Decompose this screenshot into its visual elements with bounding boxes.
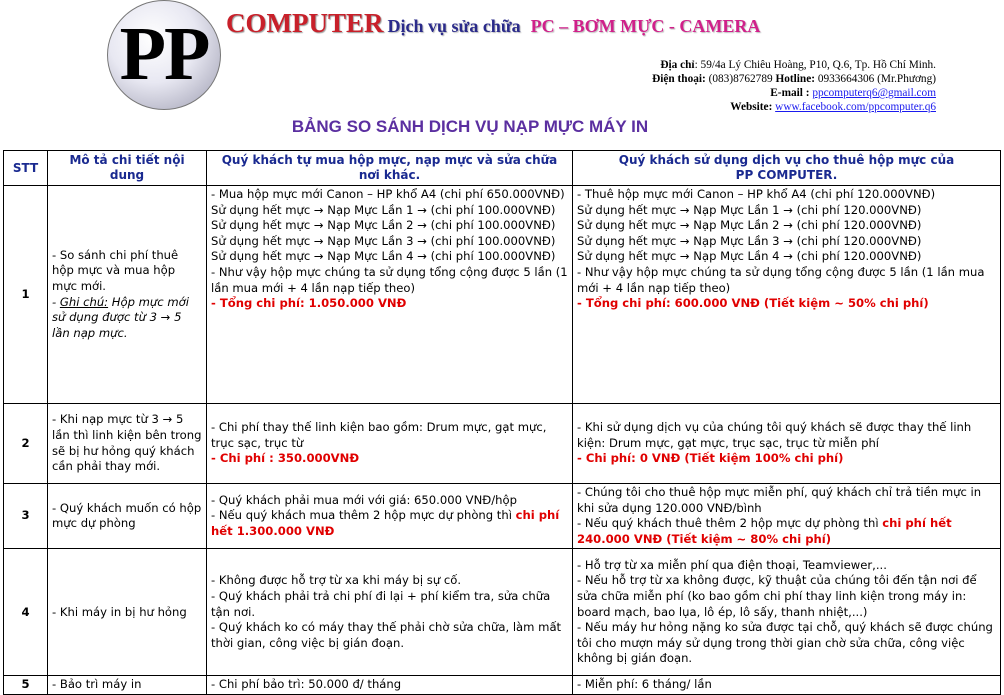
phone-label: Điện thoại: — [652, 73, 706, 85]
row-desc: - Bảo trì máy in — [48, 676, 207, 695]
row-self: - Chi phí bảo trì: 50.000 đ/ tháng — [207, 676, 573, 695]
row-rent: - Miễn phí: 6 tháng/ lần — [573, 676, 1001, 695]
brand-products: PC – BƠM MỰC - CAMERA — [530, 16, 761, 36]
self-red: chi phí hết 1.300.000 VNĐ — [211, 508, 560, 538]
rent-red: chi phí hết 240.000 VNĐ (Tiết kiệm ~ 80% chi phí) — [577, 516, 952, 546]
email-label: E-mail : — [770, 87, 810, 99]
self-text: - Chi phí thay thế linh kiện bao gồm: Drum mực, gạt mực, trục sạc, trục từ — [211, 420, 547, 450]
row-stt: 4 — [4, 549, 48, 676]
row-self — [207, 186, 573, 404]
row-stt: 5 — [4, 676, 48, 695]
row-rent — [573, 549, 1001, 676]
address-line — [652, 58, 936, 72]
table-row — [4, 186, 1001, 404]
phone-value: (083)8762789 — [708, 73, 773, 85]
self-line: Sử dụng hết mực → Nạp Mực Lần 1 → (chi phí 100.000VNĐ) — [211, 202, 556, 217]
address-label: Địa chỉ — [660, 59, 695, 71]
website-link[interactable]: www.facebook.com/ppcomputer.q6 — [775, 101, 936, 113]
header-self: Quý khách tự mua hộp mực, nạp mực và sửa chữa nơi khác. — [207, 151, 573, 186]
rent-text: - Nếu quý khách thuê thêm 2 hộp mực dự phòng thì chi phí hết 240.000 VNĐ (Tiết kiệm ~ 80% chi phí) — [577, 516, 952, 546]
header-rent — [573, 151, 1001, 186]
row-self — [207, 549, 573, 676]
note-text: Hộp mực mới sử dụng được từ 3 → 5 lần nạp mực. — [52, 294, 189, 340]
row-rent — [573, 484, 1001, 549]
header-row — [4, 151, 1001, 186]
table-row — [4, 404, 1001, 484]
self-line: Sử dụng hết mực → Nạp Mực Lần 2 → (chi phí 100.000VNĐ) — [211, 218, 556, 233]
row-desc — [48, 186, 207, 404]
header-rent-line1: Quý khách sử dụng dịch vụ cho thuê hộp mực của — [618, 153, 955, 167]
rent-line: - Nếu máy hư hỏng nặng ko sửa được tại chỗ, quý khách sẽ được chúng tôi cho mượn máy sử dụng trong thời gian chờ sửa chữa, công việc không bị gián đoạn. — [577, 620, 993, 666]
phone-line — [652, 72, 936, 86]
self-line: - Quý khách phải trả chi phí đi lại + phí kiểm tra, sửa chữa tận nơi. — [211, 588, 551, 619]
table-row — [4, 676, 1001, 695]
row-self — [207, 484, 573, 549]
row-self — [207, 404, 573, 484]
self-text: - Quý khách phải mua mới với giá: 650.000 VNĐ/hộp — [211, 492, 517, 507]
website-line — [652, 100, 936, 114]
rent-line: - Như vậy hộp mực chúng ta sử dụng tổng cộng được 5 lần (1 lần mua mới + 4 lần nạp tiếp theo) — [577, 264, 985, 295]
brand-heading — [226, 8, 760, 39]
row-desc: - Khi nạp mực từ 3 → 5 lần thì linh kiện bên trong sẽ bị hư hỏng quý khách cần phải thay mới. — [48, 404, 207, 484]
self-total: - Tổng chi phí: 1.050.000 VNĐ — [211, 296, 407, 311]
table-row — [4, 549, 1001, 676]
self-line: Sử dụng hết mực → Nạp Mực Lần 4 → (chi phí 100.000VNĐ) — [211, 249, 556, 264]
contact-info — [652, 58, 936, 114]
row-stt: 3 — [4, 484, 48, 549]
row-note: - Ghi chú: Hộp mực mới sử dụng được từ 3 → 5 lần nạp mực. — [52, 294, 189, 340]
website-label: Website: — [730, 101, 773, 113]
hotline-value: 0933664306 (Mr.Phương) — [817, 73, 936, 85]
row-rent — [573, 404, 1001, 484]
note-label: Ghi chú: — [59, 294, 109, 309]
header-desc: Mô tả chi tiết nội dung — [48, 151, 207, 186]
page-title: BẢNG SO SÁNH DỊCH VỤ NẠP MỰC MÁY IN — [291, 117, 649, 136]
hotline-label: Hotline: — [775, 73, 815, 85]
self-line: Sử dụng hết mực → Nạp Mực Lần 3 → (chi phí 100.000VNĐ) — [211, 233, 556, 248]
rent-line: Sử dụng hết mực → Nạp Mực Lần 2 → (chi phí 120.000VNĐ) — [577, 218, 922, 233]
row-rent — [573, 186, 1001, 404]
row-stt: 2 — [4, 404, 48, 484]
self-line: - Như vậy hộp mực chúng ta sử dụng tổng cộng được 5 lần (1 lần mua mới + 4 lần nạp tiếp theo) — [211, 264, 568, 295]
header-stt: STT — [4, 151, 48, 186]
row-desc-text: - So sánh chi phí thuê hộp mực và mua hộp mực mới. — [52, 247, 179, 293]
self-text: - Nếu quý khách mua thêm 2 hộp mực dự phòng thì chi phí hết 1.300.000 VNĐ — [211, 508, 560, 538]
row-desc: - Quý khách muốn có hộp mực dự phòng — [48, 484, 207, 549]
pp-logo — [107, 0, 221, 110]
self-total: - Chi phí : 350.000VNĐ — [211, 451, 360, 466]
header-rent-line2: PP COMPUTER. — [735, 168, 838, 182]
email-line — [652, 86, 936, 100]
self-line: - Quý khách ko có máy thay thế phải chờ sửa chữa, làm mất thời gian, công việc bị gián đoạn. — [211, 620, 562, 650]
rent-total: - Tổng chi phí: 600.000 VNĐ (Tiết kiệm ~ 50% chi phí) — [577, 296, 929, 311]
rent-line: Sử dụng hết mực → Nạp Mực Lần 1 → (chi phí 120.000VNĐ) — [577, 202, 922, 217]
brand-service: Dịch vụ sửa chữa — [387, 16, 521, 36]
rent-text: - Chúng tôi cho thuê hộp mực miễn phí, quý khách chỉ trả tiền mực in khi sửa dụng 120.000 VNĐ/bình — [577, 485, 982, 515]
self-line: - Không được hỗ trợ từ xa khi máy bị sự cố. — [211, 573, 462, 588]
row-stt: 1 — [4, 186, 48, 404]
row-desc: - Khi máy in bị hư hỏng — [48, 549, 207, 676]
logo-text: PP — [119, 12, 209, 96]
rent-line: Sử dụng hết mực → Nạp Mực Lần 3 → (chi phí 120.000VNĐ) — [577, 233, 922, 248]
rent-line: - Hỗ trợ từ xa miễn phí qua điện thoại, Teamviewer,... — [577, 557, 887, 572]
rent-line: - Nếu hỗ trợ từ xa không được, kỹ thuật của chúng tôi đến tận nơi để sửa chữa miễn phí (ko bao gồm chi phí thay linh kiện trong máy in: board mạch, bao lụa, lô ép, lô sấy, thanh nhiệt,...) — [577, 573, 977, 619]
email-link[interactable]: ppcomputerq6@gmail.com — [812, 87, 936, 99]
comparison-table — [3, 150, 1001, 695]
brand-name: COMPUTER — [226, 8, 384, 38]
address-value: : 59/4a Lý Chiêu Hoàng, P10, Q.6, Tp. Hồ Chí Minh. — [694, 59, 936, 71]
rent-total: - Chi phí: 0 VNĐ (Tiết kiệm 100% chi phí) — [577, 451, 844, 466]
self-line: - Mua hộp mực mới Canon – HP khổ A4 (chi phí 650.000VNĐ) — [211, 187, 565, 201]
table-row — [4, 484, 1001, 549]
rent-line: - Thuê hộp mực mới Canon – HP khổ A4 (chi phí 120.000VNĐ) — [577, 187, 936, 201]
rent-text: - Khi sử dụng dịch vụ của chúng tôi quý khách sẽ được thay thế linh kiện: Drum mực, gạt mực, trục sạc, trục từ miễn phí — [577, 420, 972, 450]
rent-line: Sử dụng hết mực → Nạp Mực Lần 4 → (chi phí 120.000VNĐ) — [577, 249, 922, 264]
